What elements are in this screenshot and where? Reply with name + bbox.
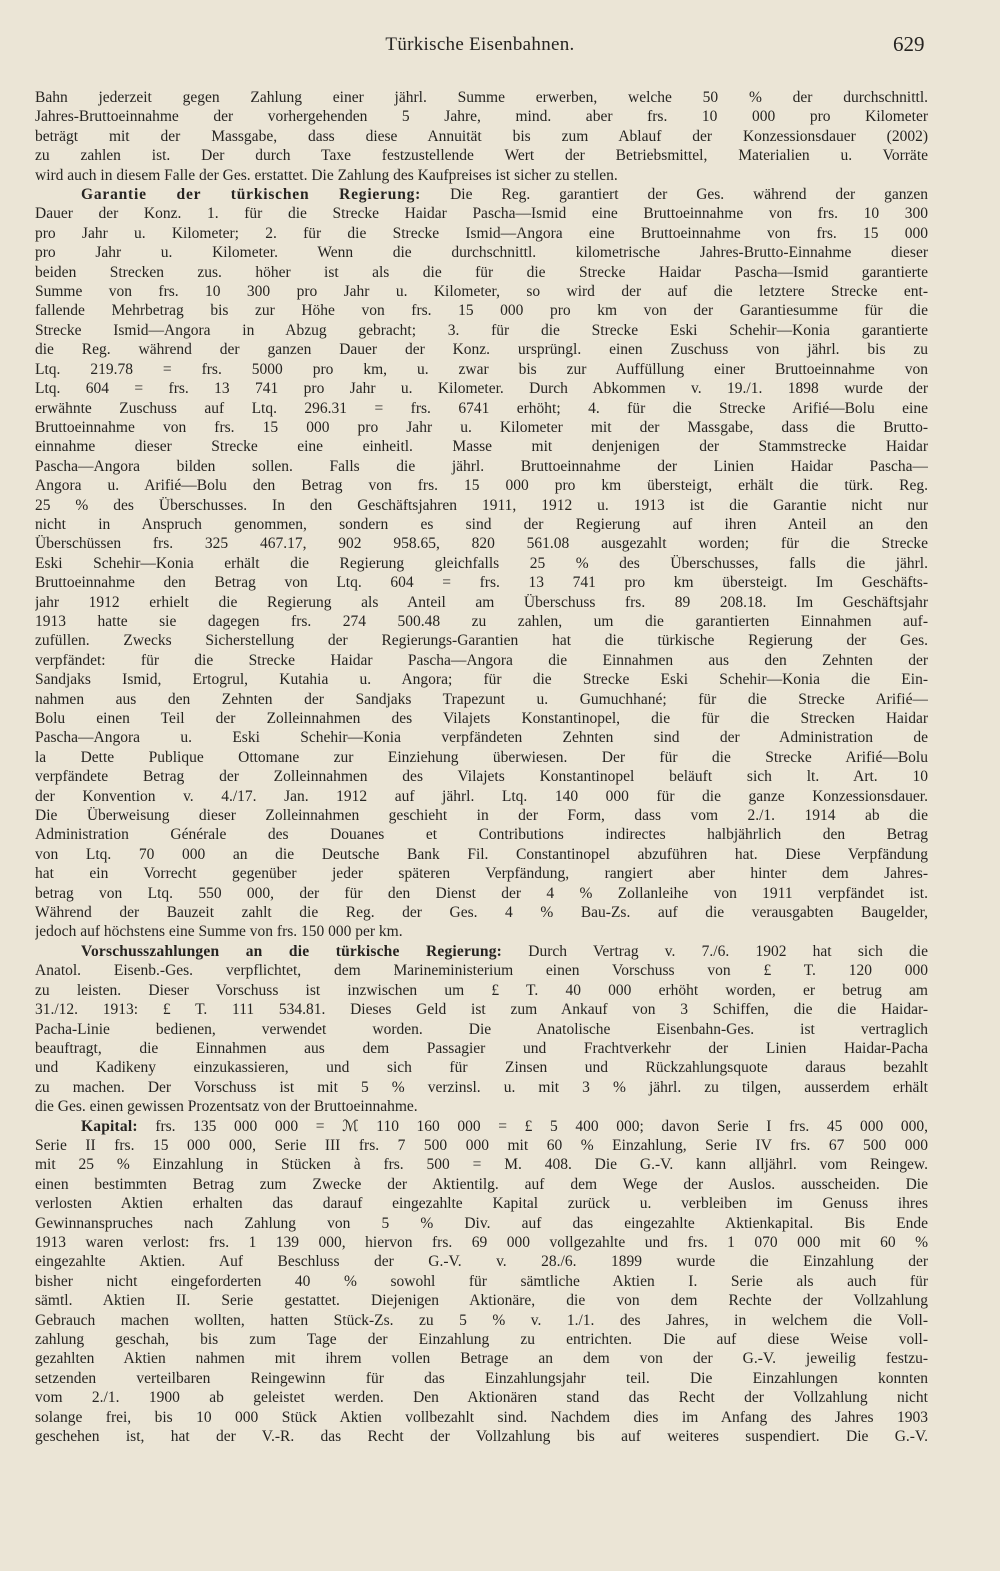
body-text [35, 88, 928, 1446]
text-line: beauftragt, die Einnahmen aus dem Passagier und Frachtverkehr der Linien Haidar-Pacha [35, 1039, 928, 1057]
text-line: eingezahlte Aktien. Auf Beschluss der G.-V. v. 28./6. 1899 wurde die Einzahlung der [35, 1253, 928, 1271]
text-line: die Reg. während der ganzen Dauer der Konz. ursprüngl. einen Zuschuss von jährl. bis zu [35, 341, 928, 359]
section-lead-advance-payments: Vorschusszahlungen an die türkische Regierung: [81, 942, 503, 960]
text-line: zahlung geschah, bis zum Tage der Einzahlung zu entrichten. Die auf diese Weise voll- [35, 1331, 928, 1348]
text-line: Bruttoeinnahme von frs. 15 000 pro Jahr u. Kilometer mit der Massgabe, dass die Brutto- [35, 418, 928, 436]
text-line: Jahres-Bruttoeinnahme der vorhergehenden 5 Jahre, mind. aber frs. 10 000 pro Kilometer [35, 108, 928, 126]
section-lead-guarantee: Garantie der türkischen Regierung: [81, 186, 422, 204]
page-number: 629 [893, 32, 925, 56]
text-line: hat ein Vorrecht gegenüber jeder späteren Verpfändung, rangiert aber hinter dem Jahres- [35, 865, 928, 883]
text-line: Durch Vertrag v. 7./6. 1902 hat sich die [502, 942, 928, 960]
text-line: bisher nicht eingeforderten 40 % sowohl für sämtliche Aktien I. Serie als auch für [35, 1272, 928, 1290]
text-line: Bruttoeinnahme den Betrag von Ltq. 604 = frs. 13 741 pro km übersteigt. Im Geschäfts- [35, 574, 928, 592]
text-line: setzenden verteilbaren Reingewinn für das Einzahlungsjahr teil. Die Einzahlungen konnten [35, 1369, 928, 1387]
text-line: Bahn jederzeit gegen Zahlung einer jährl. Summe erwerben, welche 50 % der durchschnittl. [35, 89, 928, 106]
text-line: und Kadikeny einzukassieren, und sich für Zinsen und Rückzahlungsquote daraus bezahlt [35, 1059, 928, 1077]
paragraph-buyback-terms [35, 88, 928, 185]
text-line: jahr 1912 erhielt die Regierung als Anteil am Überschuss frs. 89 208.18. Im Geschäftsjahr [35, 593, 928, 611]
paragraph-advance-payments [35, 942, 928, 1117]
text-line: zu zahlen ist. Der durch Taxe festzustellende Wert der Betriebsmittel, Materialien u. Vorräte [35, 147, 928, 165]
text-line: frs. 135 000 000 = ℳ 110 160 000 = £ 5 400 000; davon Serie I frs. 45 000 000, [137, 1117, 928, 1135]
text-line: pro Jahr u. Kilometer; 2. für die Strecke Ismid—Angora eine Bruttoeinnahme von frs. 15 000 [35, 224, 928, 242]
text-line: der Konvention v. 4./17. Jan. 1912 auf jährl. Ltq. 140 000 für die ganze Konzessionsdauer. [35, 787, 928, 805]
text-line: sämtl. Aktien II. Serie gestattet. Diejenigen Aktionäre, die von dem Rechte der Vollzahlung [35, 1292, 928, 1310]
text-line: wird auch in diesem Falle der Ges. erstattet. Die Zahlung des Kaufpreises ist sicher zu stellen. [35, 166, 618, 184]
text-line: betrag von Ltq. 550 000, der für den Dienst der 4 % Zollanleihe von 1911 verpfändet ist. [35, 884, 928, 902]
text-line: zu leisten. Dieser Vorschuss ist inzwischen um £ T. 40 000 erhöht worden, er betrug am [35, 981, 928, 999]
text-line: Administration Générale des Douanes et Contributions indirectes halbjährlich den Betrag [35, 826, 928, 844]
text-line: einnahme dieser Strecke eine einheitl. Masse mit denjenigen der Stammstrecke Haidar [35, 438, 928, 456]
text-line: nicht in Anspruch genommen, sondern es sind der Regierung auf ihren Anteil an den [35, 515, 928, 533]
text-line: Die Überweisung dieser Zolleinnahmen geschieht in der Form, dass vom 2./1. 1914 ab die [35, 807, 928, 825]
paragraph-government-guarantee [35, 185, 928, 942]
text-line: 1913 hatte sie dagegen frs. 274 500.48 zu zahlen, um die garantierten Einnahmen auf- [35, 612, 928, 630]
text-line: Serie II frs. 15 000 000, Serie III frs. 7 500 000 mit 60 % Einzahlung, Serie IV frs. 67 500 000 [35, 1136, 928, 1154]
text-line: die Ges. einen gewissen Prozentsatz von der Bruttoeinnahme. [35, 1098, 418, 1116]
text-line: Ltq. 219.78 = frs. 5000 pro km, u. zwar bis zur Auffüllung einer Bruttoeinnahme von [35, 360, 928, 378]
text-line: Pacha-Linie bedienen, verwendet worden. Die Anatolische Eisenbahn-Ges. ist vertraglich [35, 1020, 928, 1038]
text-line: Überschüssen frs. 325 467.17, 902 958.65, 820 561.08 ausgezahlt worden; für die Strecke [35, 535, 928, 553]
text-line: nahmen aus den Zehnten der Sandjaks Trapezunt u. Gumuchhané; für die Strecke Arifié— [35, 690, 928, 708]
text-line: Pascha—Angora bilden sollen. Falls die jährl. Bruttoeinnahme der Linien Haidar Pascha— [35, 457, 928, 475]
text-line: vom 2./1. 1900 ab geleistet werden. Den Aktionären stand das Recht der Vollzahlung nicht [35, 1389, 928, 1407]
text-line: zufüllen. Zwecks Sicherstellung der Regierungs-Garantien hat die türkische Regierung der Ges. [35, 632, 928, 650]
text-line: erwähnte Zuschuss auf Ltq. 296.31 = frs. 6741 erhöht; 4. für die Strecke Arifié—Bolu eine [35, 399, 928, 417]
text-line: Gewinnanspruches nach Zahlung von 5 % Div. auf das eingezahlte Aktienkapital. Bis Ende [35, 1214, 928, 1232]
text-line: Während der Bauzeit zahlt die Reg. der Ges. 4 % Bau-Zs. auf die verausgabten Baugelder, [35, 904, 928, 922]
running-header-title: Türkische Eisenbahnen. [385, 34, 575, 55]
text-line-with-lead [35, 942, 928, 961]
text-line: 31./12. 1913: £ T. 111 534.81. Dieses Geld ist zum Ankauf von 3 Schiffen, die die Haidar- [35, 1001, 928, 1019]
text-line: 1913 waren verlost: frs. 1 139 000, hiervon frs. 69 000 vollgezahlte und frs. 1 070 000 mit 60 % [35, 1233, 928, 1251]
text-line: Sandjaks Ismid, Ertogrul, Kutahia u. Angora; für die Strecke Eski Schehir—Konia die Ein- [35, 671, 928, 689]
text-line-with-lead [35, 185, 928, 204]
text-line: la Dette Publique Ottomane zur Einziehung überwiesen. Der für die Strecke Arifié—Bolu [35, 748, 928, 766]
text-line: beiden Strecken zus. höher ist als die für die Strecke Haidar Pascha—Ismid garantierte [35, 263, 928, 281]
text-line: Ltq. 604 = frs. 13 741 pro Jahr u. Kilometer. Durch Abkommen v. 19./1. 1898 wurde der [35, 380, 928, 398]
text-line: geschehen ist, hat der V.-R. das Recht der Vollzahlung bis auf weiteres suspendiert. Die G.-V. [35, 1428, 928, 1446]
text-line: jedoch auf höchstens eine Summe von frs. 150 000 per km. [35, 923, 403, 941]
text-line: verlosten Aktien erhalten das darauf eingezahlte Kapital zurück u. verbleiben im Genuss ihres [35, 1195, 928, 1213]
text-line: Pascha—Angora u. Eski Schehir—Konia verpfändeten Zehnten sind der Administration de [35, 729, 928, 747]
text-line: Eski Schehir—Konia erhält die Regierung gleichfalls 25 % des Überschusses, falls die jährl. [35, 554, 928, 572]
text-line: gezahlten Aktien nahmen mit ihrem vollen Betrage an dem von der G.-V. jeweilig festzu- [35, 1350, 928, 1368]
text-line: Die Reg. garantiert der Ges. während der ganzen [421, 186, 928, 204]
paragraph-capital [35, 1117, 928, 1447]
text-line: Bolu einen Teil der Zolleinnahmen des Vilajets Konstantinopel, die für die Strecken Haidar [35, 710, 928, 727]
text-line: verpfändete Betrag der Zolleinnahmen des Vilajets Konstantinopel beläuft sich lt. Art. 10 [35, 768, 928, 786]
text-line: Angora u. Arifié—Bolu den Betrag von frs. 15 000 pro km übersteigt, erhält die türk. Reg. [35, 477, 928, 495]
text-line: zu machen. Der Vorschuss ist mit 5 % verzinsl. u. mit 3 % jährl. zu tilgen, ausserdem erhält [35, 1078, 928, 1096]
text-line: Strecke Ismid—Angora in Abzug gebracht; 3. für die Strecke Eski Schehir—Konia garantierte [35, 321, 928, 339]
text-line: von Ltq. 70 000 an die Deutsche Bank Fil. Constantinopel abzuführen hat. Diese Verpfändung [35, 845, 928, 863]
text-line: Gebrauch machen wollten, hatten Stück-Zs. zu 5 % v. 1./1. des Jahres, in welchem die Voll- [35, 1311, 928, 1329]
text-line: 25 % des Überschusses. In den Geschäftsjahren 1911, 1912 u. 1913 ist die Garantie nicht nur [35, 496, 928, 514]
text-line: verpfändet: für die Strecke Haidar Pascha—Angora die Einnahmen aus den Zehnten der [35, 651, 928, 669]
text-line: pro Jahr u. Kilometer. Wenn die durchschnittl. kilometrische Jahres-Brutto-Einnahme dieser [35, 244, 928, 262]
text-line: solange frei, bis 10 000 Stück Aktien vollbezahlt sind. Nachdem dies im Anfang des Jahres 1903 [35, 1408, 928, 1426]
text-line: Summe von frs. 10 300 pro Jahr u. Kilometer, so wird der auf die letztere Strecke ent- [35, 283, 928, 301]
text-line-with-lead [35, 1117, 928, 1136]
text-line: Dauer der Konz. 1. für die Strecke Haidar Pascha—Ismid eine Bruttoeinnahme von frs. 10 300 [35, 205, 928, 223]
text-line: einen bestimmten Betrag zum Zwecke der Aktientilg. auf dem Wege der Auslos. ausscheiden. Die [35, 1175, 928, 1193]
text-line: fallende Mehrbetrag bis zur Höhe von frs. 15 000 pro km von der Garantiesumme für die [35, 302, 928, 320]
text-line: mit 25 % Einzahlung in Stücken à frs. 500 = M. 408. Die G.-V. kann alljährl. vom Reingew. [35, 1156, 928, 1174]
section-lead-capital: Kapital: [81, 1117, 138, 1135]
text-line: Anatol. Eisenb.-Ges. verpflichtet, dem Marineministerium einen Vorschuss von £ T. 120 000 [35, 962, 928, 980]
text-line: beträgt mit der Massgabe, dass diese Annuität bis zum Ablauf der Konzessionsdauer (2002) [35, 127, 928, 145]
